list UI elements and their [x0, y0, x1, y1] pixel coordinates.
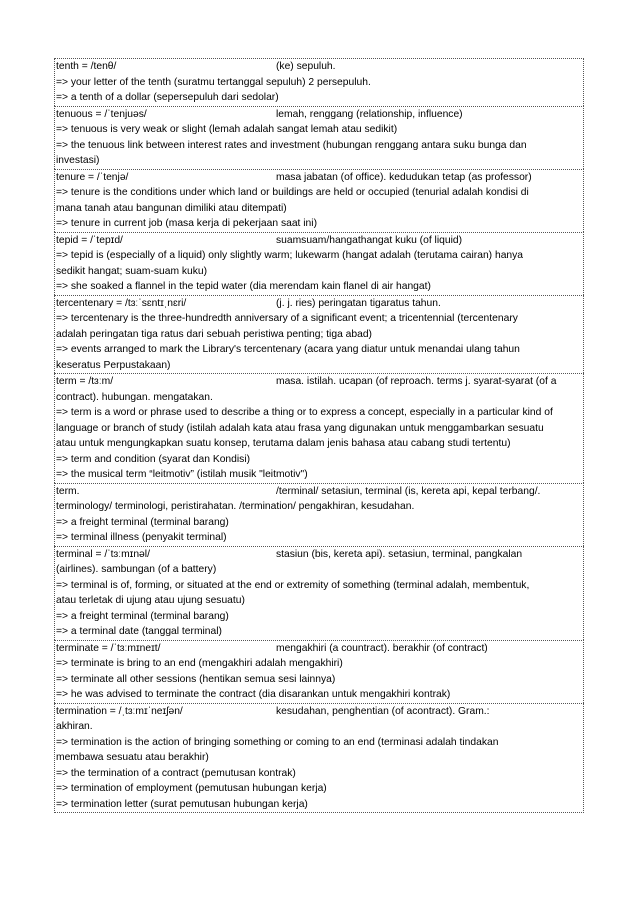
entry-text-line: => tercentenary is the three-hundredth anniversary of a significant event; a tricentennial (tercentenary — [56, 313, 518, 324]
entry-text-line: => terminal is of, forming, or situated at the end or extremity of something (terminal adalah, membentuk, — [56, 579, 530, 591]
entry-headword-line — [55, 170, 583, 186]
entry-gloss: masa. istilah. ucapan (of reproach. terms j. syarat-syarat (of a — [276, 376, 557, 387]
dictionary-entry — [54, 232, 584, 295]
entry-text-line: => term and condition (syarat dan Kondisi) — [56, 453, 251, 465]
dictionary-entry — [54, 169, 584, 232]
entry-text-line: => tepid is (especially of a liquid) only slightly warm; lukewarm (hangat adalah (terutama cairan) hanya — [56, 250, 524, 261]
entry-headword-line — [55, 374, 583, 390]
entry-text-line: => he was advised to terminate the contract (dia disarankan untuk mengakhiri kontrak) — [56, 689, 451, 700]
entry-headword: termination = /ˌtɜːmɪˈneɪʃən/ — [56, 705, 183, 717]
entry-text-line: language or branch of study (istilah adalah kata atau frasa yang digunakan untuk menggambarkan sesuatu — [56, 422, 544, 434]
entry-text-line: => a freight terminal (terminal barang) — [56, 516, 229, 528]
entry-gloss: stasiun (bis, kereta api). setasiun, terminal, pangkalan — [276, 548, 523, 560]
entry-text-line: keseratus Perpustakaan) — [56, 359, 171, 371]
entry-text-line: atau terletak di ujung atau ujung sesuatu) — [56, 595, 245, 606]
entry-text-line: contract). hubungan. mengatakan. — [56, 391, 213, 403]
entry-text-line: => she soaked a flannel in the tepid water (dia merendam kain flanel di air hangat) — [56, 281, 431, 292]
entry-text-line: => termination of employment (pemutusan hubungan kerja) — [56, 783, 327, 794]
dictionary-entry — [54, 58, 584, 106]
entry-gloss: /terminal/ setasiun, terminal (is, kereta api, kepal terbang/. — [276, 485, 541, 497]
entry-headword-line — [55, 296, 583, 312]
dictionary-entry — [54, 703, 584, 814]
entry-gloss: suamsuam/hangathangat kuku (of liquid) — [276, 234, 463, 246]
entry-headword: term. — [56, 485, 80, 497]
entry-gloss: (ke) sepuluh. — [276, 61, 336, 72]
entry-headword-line — [55, 641, 583, 657]
entry-text-line: => your letter of the tenth (suratmu tertanggal sepuluh) 2 persepuluh. — [56, 76, 371, 88]
entry-text-line: investasi) — [56, 155, 100, 166]
entry-gloss: masa jabatan (of office). kedudukan tetap (as professor) — [276, 171, 532, 183]
entry-text-line: => tenuous is very weak or slight (lemah adalah sangat lemah atau sedikit) — [56, 124, 398, 135]
entry-text-line: => a freight terminal (terminal barang) — [56, 610, 229, 622]
entry-headword-line — [55, 233, 583, 249]
entry-headword-line — [55, 107, 583, 123]
entry-text-line: => terminal illness (penyakit terminal) — [56, 532, 227, 543]
entry-headword: tenuous = /ˈtenjuəs/ — [56, 108, 147, 120]
entry-text-line: adalah peringatan tiga ratus dari sebuah peristiwa penting; tiga abad) — [56, 328, 372, 340]
dictionary-entry — [54, 295, 584, 374]
entry-headword-line — [55, 704, 583, 720]
entry-headword: term = /tɜːm/ — [56, 376, 114, 387]
entry-text-line: => tenure in current job (masa kerja di pekerjaan saat ini) — [56, 218, 317, 229]
entry-text-line: => tenure is the conditions under which land or buildings are held or occupied (tenurial adalah kondisi di — [56, 187, 529, 198]
entry-text-line: => a tenth of a dollar (sepersepuluh dari sedolar) — [56, 92, 279, 103]
entry-headword-line — [55, 547, 583, 563]
dictionary-document — [54, 58, 584, 813]
entry-gloss: kesudahan, penghentian (of acontract). Gram.: — [276, 705, 490, 717]
entry-headword-line — [55, 484, 583, 500]
entry-text-line: => a terminal date (tanggal terminal) — [56, 626, 222, 637]
entry-text-line: => the termination of a contract (pemutusan kontrak) — [56, 767, 296, 779]
dictionary-entry — [54, 640, 584, 703]
entry-headword: terminal = /ˈtɜːmɪnəl/ — [56, 548, 150, 560]
entry-text-line: => termination is the action of bringing something or coming to an end (terminasi adalah tindakan — [56, 736, 499, 748]
entry-headword: tenure = /ˈtenjə/ — [56, 171, 129, 183]
entry-gloss: (j. j. ries) peringatan tigaratus tahun. — [276, 297, 441, 309]
entry-text-line: mana tanah atau bangunan dimiliki atau ditempati) — [56, 202, 287, 214]
entry-text-line: => termination letter (surat pemutusan hubungan kerja) — [56, 798, 308, 810]
dictionary-entry — [54, 483, 584, 546]
entry-headword: terminate = /ˈtɜːmɪneɪt/ — [56, 642, 161, 654]
entry-text-line: => the musical term “leitmotiv” (istilah musik "leitmotiv") — [56, 469, 308, 480]
entry-headword: tercentenary = /tɜːˈsɛntɪˌnɛri/ — [56, 297, 187, 309]
entry-gloss: mengakhiri (a countract). berakhir (of contract) — [276, 642, 488, 654]
dictionary-entry — [54, 373, 584, 483]
entry-text-line: membawa sesuatu atau berakhir) — [56, 752, 209, 763]
entry-text-line: akhiran. — [56, 721, 93, 732]
entry-text-line: (airlines). sambungan (of a battery) — [56, 564, 217, 575]
entry-text-line: => the tenuous link between interest rates and investment (hubungan renggang antara suku bunga dan — [56, 139, 527, 151]
entry-text-line: terminology/ terminologi, peristirahatan. /termination/ pengakhiran, kesudahan. — [56, 501, 415, 512]
entry-text-line: => events arranged to mark the Library's tercentenary (acara yang diatur untuk menandai ulang tahun — [56, 344, 520, 355]
entry-text-line: => term is a word or phrase used to describe a thing or to express a concept, especially in a particular kind of — [56, 407, 553, 418]
entry-text-line: => terminate all other sessions (hentikan semua sesi lainnya) — [56, 673, 336, 685]
entry-gloss: lemah, renggang (relationship, influence) — [276, 108, 463, 120]
entry-text-line: atau untuk mengungkapkan suatu konsep, terutama dalam jenis bahasa atau cabang studi tertentu) — [56, 438, 511, 449]
dictionary-entry — [54, 106, 584, 169]
entry-headword: tenth = /tenθ/ — [56, 61, 117, 72]
entry-headword: tepid = /ˈtepɪd/ — [56, 234, 123, 246]
entry-text-line: => terminate is bring to an end (mengakhiri adalah mengakhiri) — [56, 658, 343, 669]
entry-text-line: sedikit hangat; suam-suam kuku) — [56, 265, 208, 277]
entry-headword-line — [55, 59, 583, 75]
dictionary-entry — [54, 546, 584, 640]
